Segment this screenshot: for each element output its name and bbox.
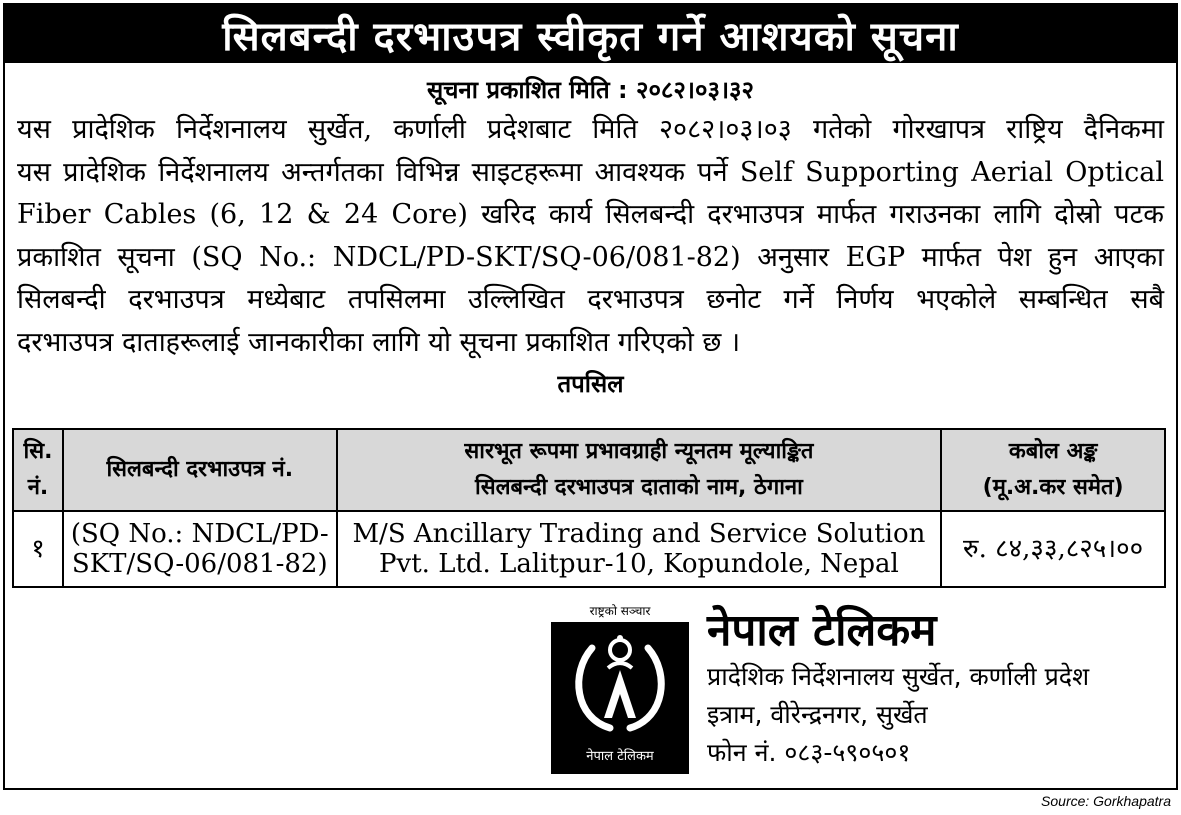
cell-amount: रु. ८४,३३,८२५।००	[941, 511, 1165, 587]
header-amount: कबोल अङ्क (मू.अ.कर समेत)	[941, 429, 1165, 511]
source-credit: Source: Gorkhapatra	[1041, 793, 1171, 809]
publication-date: सूचना प्रकाशित मिति : २०८२।०३।३२	[426, 76, 755, 104]
logo-caption: राष्ट्रको सञ्चार	[589, 604, 651, 618]
body-line: सिलबन्दी दरभाउपत्र मध्येबाट तपसिलमा उल्लिखित दरभाउपत्र छनोट गर्ने निर्णय भएकोले सम्बन्धित सबै	[17, 284, 1164, 315]
logo-emblem	[551, 622, 689, 774]
header-bidder: सारभूत रूपमा प्रभावग्राही न्यूनतम मूल्याङ्कित सिलबन्दी दरभाउपत्र दाताको नाम, ठेगाना	[337, 429, 942, 511]
award-table	[12, 428, 1166, 588]
notice-title: सिलबन्दी दरभाउपत्र स्वीकृत गर्ने आशयको सूचना	[5, 5, 1176, 63]
logo-text: नेपाल टेलिकम	[586, 749, 654, 764]
notice-body	[17, 109, 1164, 364]
body-line: यस प्रादेशिक निर्देशनालय अन्तर्गतका विभिन्न साइटहरूमा आवश्यक पर्ने Self Supporting Aerial Optical	[17, 156, 1164, 188]
body-line: Fiber Cables (6, 12 & 24 Core) खरिद कार्य सिलबन्दी दरभाउपत्र मार्फत गराउनका लागि दोस्रो पटक	[17, 199, 1164, 230]
cell-bidder: M/S Ancillary Trading and Service Solution Pvt. Ltd. Lalitpur-10, Kopundole, Nepal	[337, 511, 942, 587]
office-name: प्रादेशिक निर्देशनालय सुर्खेत, कर्णाली प्रदेश	[707, 662, 1090, 691]
telecom-emblem-icon	[570, 628, 670, 738]
organization-name: नेपाल टेलिकम	[707, 605, 937, 656]
body-line: दरभाउपत्र दाताहरूलाई जानकारीका लागि यो सूचना प्रकाशित गरिएको छ ।	[17, 326, 741, 358]
office-address: इत्राम, वीरेन्द्रनगर, सुर्खेत	[707, 700, 928, 729]
header-sn: सि. नं.	[13, 429, 63, 511]
nepal-telecom-logo	[551, 600, 689, 778]
header-tender-no: सिलबन्दी दरभाउपत्र नं.	[63, 429, 337, 511]
organization-block	[707, 604, 1167, 772]
table-row	[13, 511, 1165, 587]
cell-tender-no: (SQ No.: NDCL/PD- SKT/SQ-06/081-82)	[63, 511, 337, 587]
office-phone: फोन नं. ०८३-५९०५०१	[707, 738, 911, 767]
schedule-title: तपसिल	[557, 370, 624, 398]
body-line: यस प्रादेशिक निर्देशनालय सुर्खेत, कर्णाली प्रदेशबाट मिति २०८२।०३।०३ गतेको गोरखापत्र राष्ट्रिय दैनिकमा	[17, 114, 1164, 145]
table-header-row	[13, 429, 1165, 511]
cell-sn: १	[13, 511, 63, 587]
body-line: प्रकाशित सूचना (SQ No.: NDCL/PD-SKT/SQ-06/081-82) अनुसार EGP मार्फत पेश हुन आएका	[17, 241, 1164, 273]
